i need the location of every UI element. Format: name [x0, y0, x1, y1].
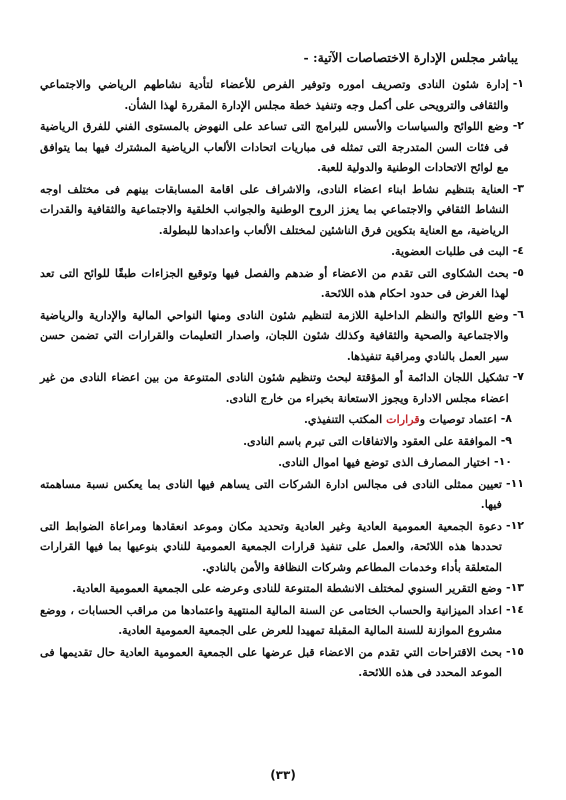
list-item — [40, 600, 524, 641]
item-text: دعوة الجمعية العمومية العادية وغير العادية وتحديد مكان وموعد انعقادها ومراعاة الضوابط التى تحددها هذه اللائحة، والعمل على تنفيذ قرارات الجمعية العمومية للنادي بنوعيها بما فيها القرارات المتعلقة بأداء وخدمات المطاعم وشركات النظافة والأمن بالنادي. — [40, 518, 502, 574]
list-item — [40, 241, 524, 262]
item-text: بحث الاقتراحات التي تقدم من الاعضاء قبل عرضها على الجمعية العمومية العادية حال تقديمها فى الموعد المحدد فى هذه اللائحة. — [40, 644, 502, 679]
list-item — [40, 409, 524, 430]
item-text: البت فى طلبات العضوية. — [391, 244, 509, 258]
item-number: ١١- — [505, 476, 524, 490]
item-number: ١٢- — [505, 518, 524, 532]
item-text: اعداد الميزانية والحساب الختامى عن السنة المالية المنتهية واعتمادها من مراقب الحسابات ، ووضع مشروع الموازنة للسنة المالية المقبلة تمهيدا للعرض على الجمعية العمومية العادية. — [40, 602, 502, 637]
list-item — [40, 642, 524, 683]
list-item — [40, 431, 524, 452]
section-heading: يباشر مجلس الإدارة الاختصاصات الآتية: - — [303, 50, 518, 65]
item-text — [40, 409, 497, 430]
item-text: اختيار المصارف الذى توضع فيها اموال النادى. — [278, 455, 490, 469]
item-number: ٩- — [500, 433, 512, 447]
item-text-part: اعتماد توصيات و — [419, 412, 497, 426]
item-number: ١٥- — [505, 644, 524, 658]
list-item — [40, 116, 524, 178]
item-number: ٤- — [512, 244, 524, 257]
list-item — [40, 367, 524, 408]
list-item — [40, 74, 524, 115]
item-text: بحث الشكاوى التى تقدم من الاعضاء أو ضدهم والفصل فيها وتوقيع الجزاءات طبقًا للوائح التى تعد لهذا الغرض فى حدود احكام هذه اللائحة. — [40, 265, 509, 300]
item-number: ١٤- — [505, 602, 524, 616]
item-text: تشكيل اللجان الدائمة أو المؤقتة لبحث وتنظيم شئون النادى المتنوعة من بين اعضاء النادى من غير اعضاء مجلس الادارة ويجوز الاستعانة بخبراء من خارج النادى. — [40, 370, 509, 405]
duties-list — [40, 74, 524, 683]
item-text: تعيين ممثلى النادى فى مجالس ادارة الشركات التى يساهم فيها النادى بما يعكس نسبة مساهمته فيها. — [40, 476, 502, 511]
list-item — [40, 474, 524, 515]
list-item — [40, 452, 524, 473]
item-number: ٢- — [512, 119, 524, 132]
list-item — [40, 263, 524, 304]
item-text: وضع اللوائح والنظم الداخلية اللازمة لتنظيم شئون النادى ومنها النواحي المالية والإدارية والرياضية والاجتماعية والصحية والثقافية وكذلك شئون اللجان، واصدار التعليمات والقرارات التي تضمن حسن سير العمل بالنادي ومراقبة تنفيذها. — [40, 307, 509, 363]
item-text: وضع اللوائح والسياسات والأسس للبرامج التى تساعد على النهوض بالمستوى الفني للفرق الرياضية فى فئات السن المتدرجة التى تمثله فى مباريات اتحادات الألعاب الرياضية المشترك فيها بما يتوافق مع لوائح الاتحادات الوطنية والدولية للعبة. — [40, 119, 509, 174]
page-number: (٣٣) — [270, 768, 296, 782]
item-number: ٣- — [512, 181, 524, 195]
list-item — [40, 578, 524, 599]
list-item — [40, 179, 524, 241]
item-number: ٨- — [500, 412, 512, 425]
item-text: الموافقة على العقود والاتفاقات التى تبرم باسم النادى. — [243, 433, 497, 448]
item-number: ٧- — [512, 370, 524, 383]
list-item — [40, 305, 524, 367]
highlighted-word: قرارات — [386, 412, 420, 426]
item-text: وضع التقرير السنوي لمختلف الانشطة المتنوعة للنادى وعرضه على الجمعية العمومية العادية. — [72, 581, 502, 595]
item-text: العناية بتنظيم نشاط ابناء اعضاء النادى، والاشراف على اقامة المسابقات بينهم فى مختلف اوجه النشاط الثقافي والاجتماعي بما يعزز الروح الوطنية والجوانب الخلقية والاجتماعية والثقافية والقدرات الرياضية، مع العناية بتكوين فرق الناشئين لمختلف الألعاب واعدادها للبطولة. — [40, 181, 509, 237]
list-item — [40, 516, 524, 578]
item-number: ١٠- — [493, 455, 512, 468]
item-text-part: المكتب التنفيذي. — [303, 412, 387, 426]
item-text: إدارة شئون النادى وتصريف اموره وتوفير الفرص للأعضاء لتأدية نشاطهم الرياضي والاجتماعي والثقافى والترويحى على أكمل وجه وتنفيذ خطة مجلس الإدارة المقررة لهذا الشأن. — [40, 77, 509, 112]
item-number: ١٣- — [505, 581, 524, 594]
item-number: ٦- — [512, 307, 524, 321]
item-number: ١- — [512, 77, 524, 90]
item-number: ٥- — [512, 265, 524, 279]
